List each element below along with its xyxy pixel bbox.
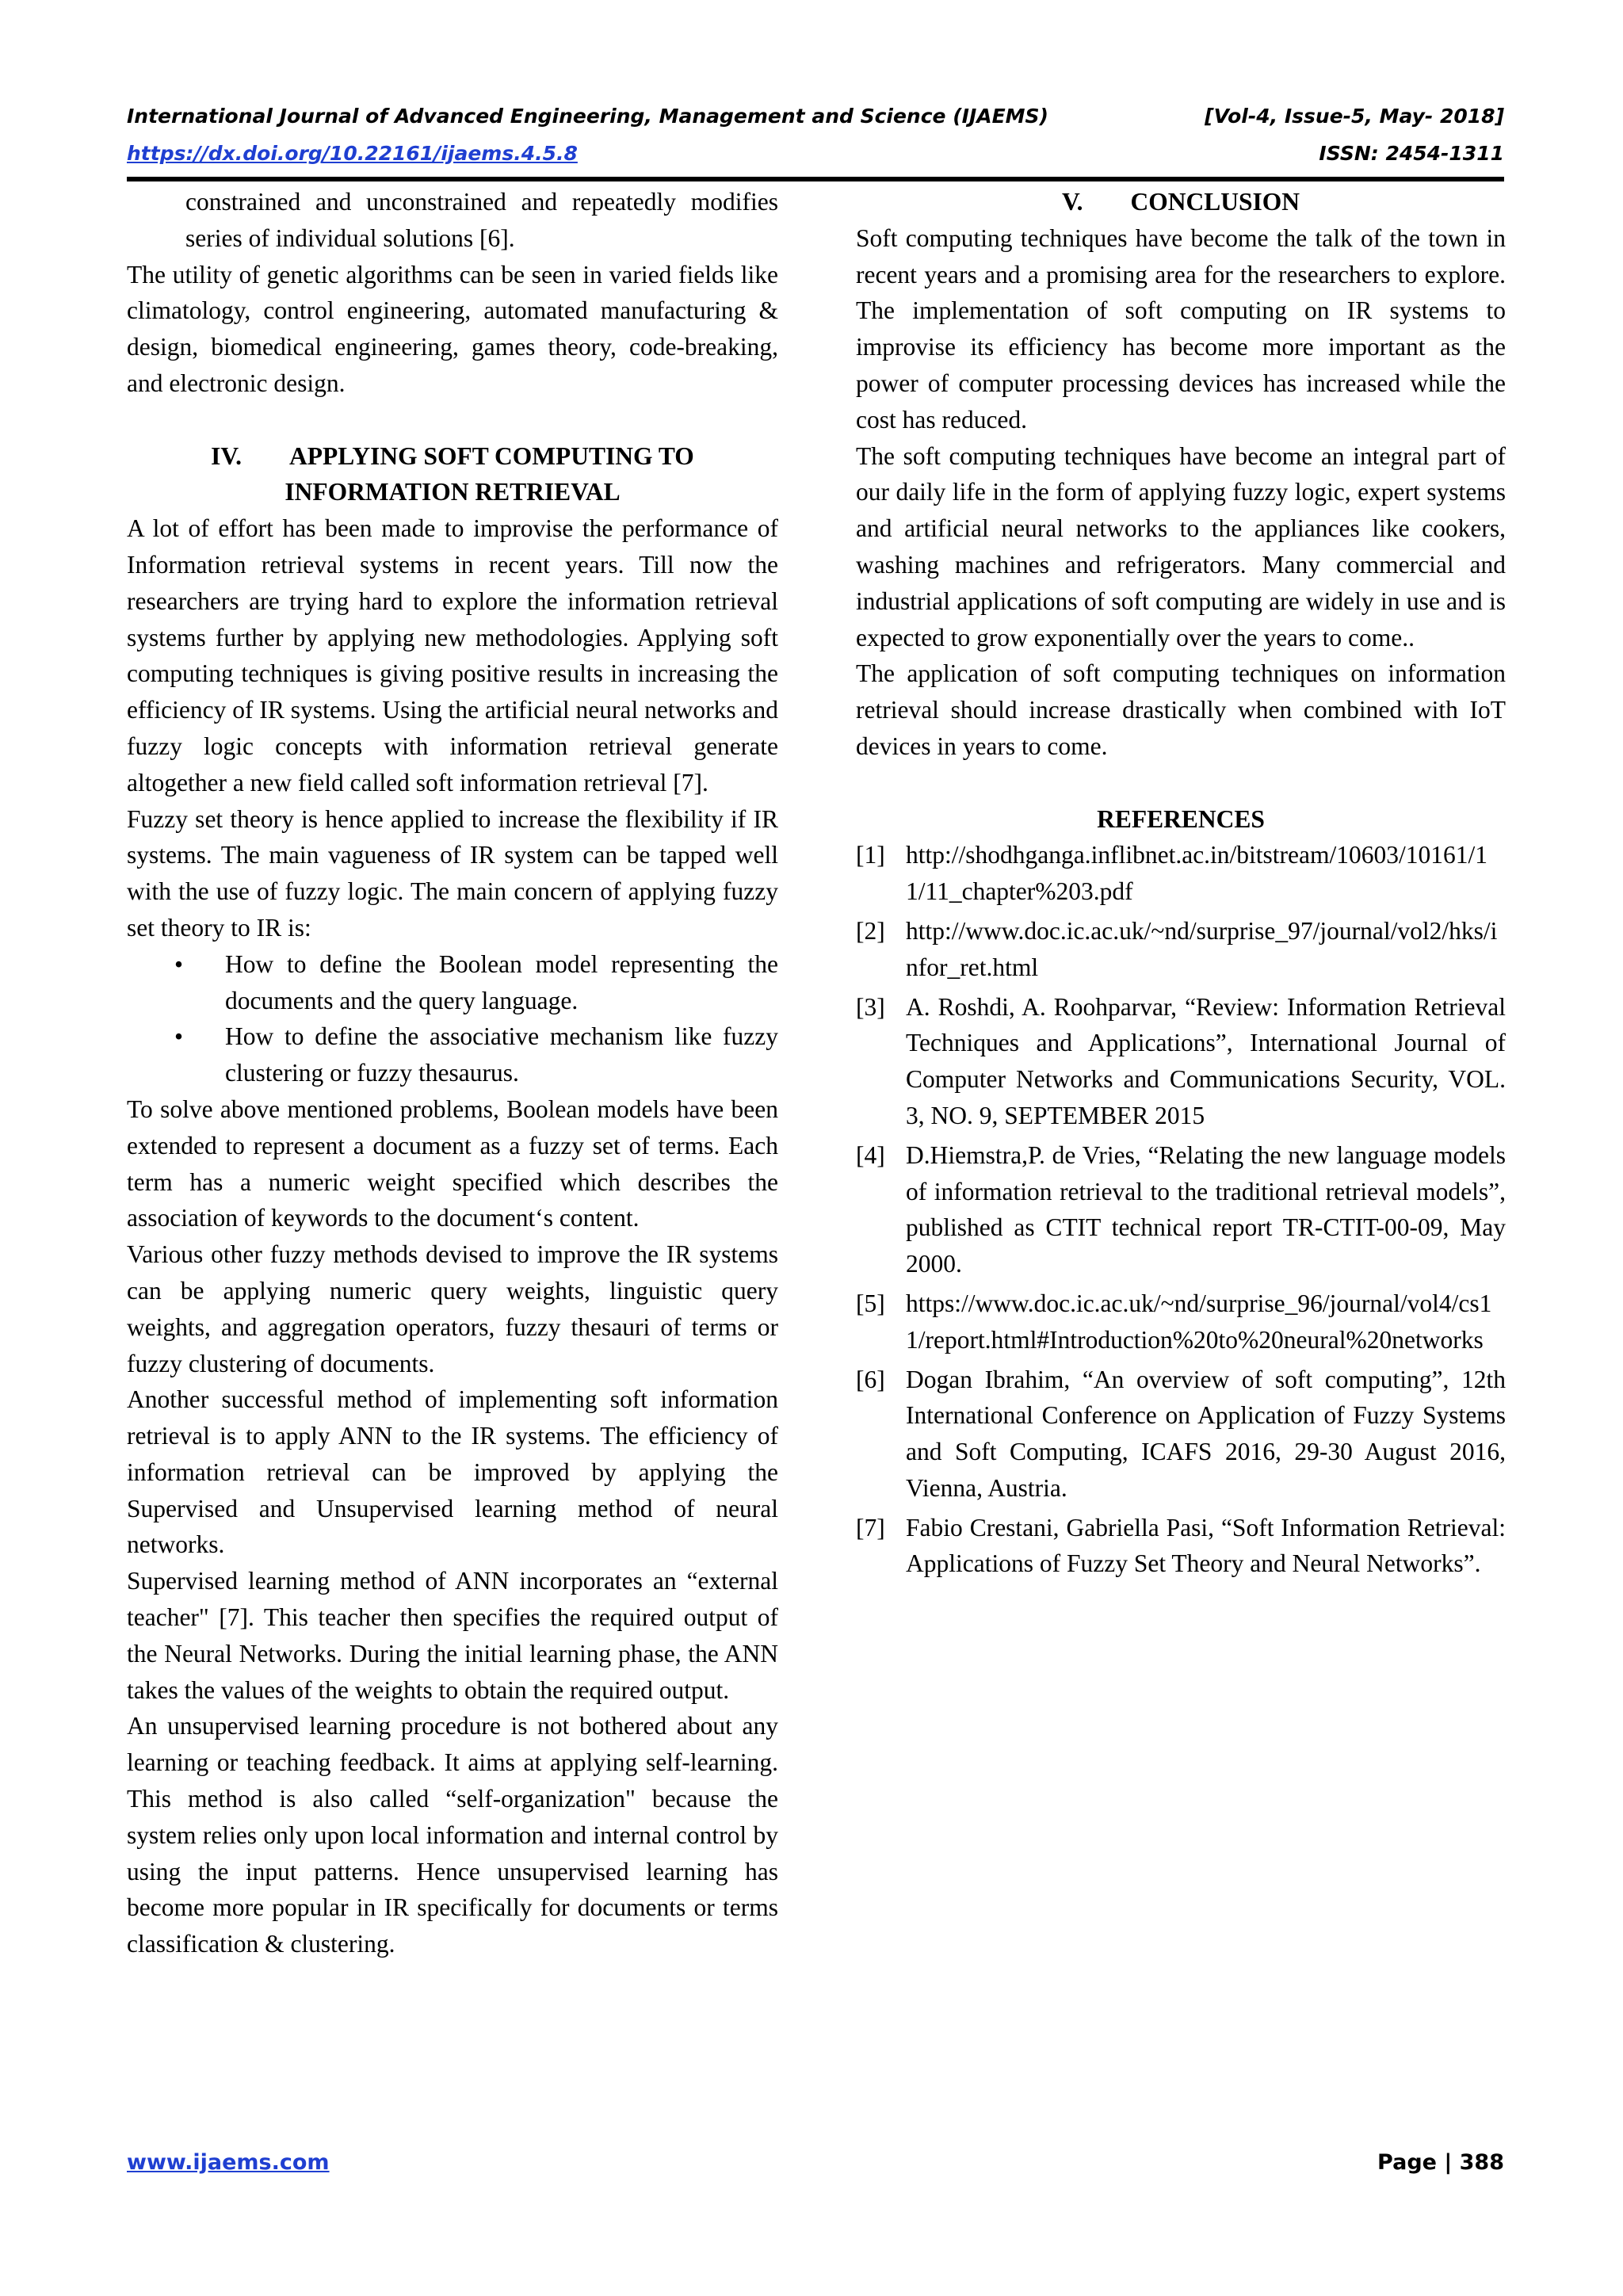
volume-issue: [Vol-4, Issue-5, May- 2018] [1205,105,1504,128]
issn: ISSN: 2454-1311 [1319,142,1504,165]
paragraph-effort: A lot of effort has been made to improvise the performance of Information retrieval systems in recent years. Till now the researchers are trying hard to explore the information retrieval systems further by applying new methodologies. Applying soft computing techniques is giving positive results in increasing the efficiency of IR systems. Using the artificial neural networks and fuzzy logic concepts with information retrieval generate altogether a new field called soft information retrieval [7]. [127,514,778,797]
running-header-doi [127,137,1504,170]
journal-title: International Journal of Advanced Engineering, Management and Science (IJAEMS) [127,105,1048,128]
bullet-icon: • [174,949,184,978]
section-4-number: IV. [211,441,242,470]
website-link[interactable]: www.ijaems.com [127,2150,330,2175]
paragraph-solve: To solve above mentioned problems, Boolean models have been extended to represent a document as a fuzzy set of terms. Each term has a numeric weight specified which describes the association of keywords to the document‘s content. [127,1095,778,1232]
section-4-title-line1: APPLYING SOFT COMPUTING TO [289,441,694,470]
list-item [127,1018,778,1091]
reference-text: Dogan Ibrahim, “An overview of soft computing”, 12th International Conference on Application of Fuzzy Systems and Soft Computing, ICAFS 2016, 29-30 August 2016, Vienna, Austria. [906,1365,1506,1502]
list-item [127,946,778,1019]
header-rule [127,177,1504,181]
page-number: Page | 388 [1377,2150,1504,2175]
reference-item [856,1137,1506,1282]
reference-number: [7] [856,1513,885,1541]
continued-list-item: constrained and unconstrained and repeatedly modifies series of individual solutions [6]. [185,188,778,252]
reference-item [856,913,1506,986]
reference-number: [4] [856,1140,885,1169]
paragraph-various: Various other fuzzy methods devised to improve the IR systems can be applying numeric query weights, linguistic query weights, and aggregation operators, fuzzy thesauri of terms or fuzzy clustering of documents. [127,1240,778,1377]
paragraph-integral: The soft computing techniques have become an integral part of our daily life in the form of applying fuzzy logic, expert systems and artificial neural networks to the appliances like cookers, washing machines and refrigerators. Many commercial and industrial applications of soft computing are widely in use and is expected to grow exponentially over the years to come.. [856,441,1506,651]
left-column [127,184,778,1962]
reference-text: A. Roshdi, A. Roohparvar, “Review: Information Retrieval Techniques and Applications”, International Journal of Computer Networks and Communications Security, VOL. 3, NO. 9, SEPTEMBER 2015 [906,992,1506,1129]
reference-link[interactable]: http://shodhganga.inflibnet.ac.in/bitstream/10603/10161/11/11_chapter%203.pdf [906,841,1488,906]
bullet-icon: • [174,1022,184,1051]
reference-number: [2] [856,916,885,945]
bullet-list [127,946,778,1091]
reference-item [856,1510,1506,1583]
section-5-title: CONCLUSION [1130,188,1300,216]
reference-link[interactable]: https://www.doc.ic.ac.uk/~nd/surprise_96/journal/vol4/cs11/report.html#Introduction%20to%20neural%20networks [906,1289,1492,1354]
reference-item [856,1286,1506,1358]
reference-number: [3] [856,992,885,1021]
doi-link[interactable]: https://dx.doi.org/10.22161/ijaems.4.5.8 [127,142,578,165]
reference-text: D.Hiemstra,P. de Vries, “Relating the new language models of information retrieval to the traditional retrieval models”, published as CTIT technical report TR-CTIT-00-09, May 2000. [906,1140,1506,1278]
reference-item [856,989,1506,1134]
page-footer [127,2150,1504,2175]
reference-item [856,837,1506,910]
section-4-title-line2: INFORMATION RETRIEVAL [285,478,621,506]
paragraph-application: The application of soft computing techniques on information retrieval should increase drastically when combined with IoT devices in years to come. [856,659,1506,760]
references-heading: REFERENCES [1097,804,1265,833]
running-header [127,100,1504,133]
paragraph-unsupervised: An unsupervised learning procedure is not bothered about any learning or teaching feedback. It aims at applying self-learning. This method is also called “self-organization" because the system relies only upon local information and internal control by using the input patterns. Hence unsupervised learning has become more popular in IR specifically for documents or terms classification & clustering. [127,1712,778,1958]
paragraph-supervised: Supervised learning method of ANN incorporates an “external teacher" [7]. This teacher then specifies the required output of the Neural Networks. During the initial learning phase, the ANN takes the values of the weights to obtain the required output. [127,1567,778,1704]
reference-number: [5] [856,1289,885,1317]
reference-text: Fabio Crestani, Gabriella Pasi, “Soft Information Retrieval: Applications of Fuzzy Set Theory and Neural Networks”. [906,1513,1506,1578]
section-5-number: V. [1061,188,1083,216]
paragraph-fuzzy-set: Fuzzy set theory is hence applied to increase the flexibility if IR systems. The main vagueness of IR system can be tapped well with the use of fuzzy logic. The main concern of applying fuzzy set theory to IR is: [127,804,778,942]
reference-link[interactable]: http://www.doc.ic.ac.uk/~nd/surprise_97/journal/vol2/hks/infor_ret.html [906,916,1498,981]
right-column [856,184,1506,1585]
section-4-heading [127,438,778,511]
list-item-text: How to define the associative mechanism like fuzzy clustering or fuzzy thesaurus. [225,1022,778,1087]
reference-list [856,837,1506,1582]
paragraph-genetic-algorithms: The utility of genetic algorithms can be seen in varied fields like climatology, control engineering, automated manufacturing & design, biomedical engineering, games theory, code-breaking, and electronic design. [127,260,778,397]
list-item-text: How to define the Boolean model representing the documents and the query language. [225,949,778,1014]
reference-number: [1] [856,841,885,869]
reference-number: [6] [856,1365,885,1393]
reference-item [856,1362,1506,1507]
paragraph-another: Another successful method of implementing soft information retrieval is to apply ANN to the IR systems. The efficiency of information retrieval can be improved by applying the Supervised and Unsupervised learning method of neural networks. [127,1385,778,1559]
paragraph-soft-computing: Soft computing techniques have become the talk of the town in recent years and a promising area for the researchers to explore. The implementation of soft computing on IR systems to improvise its efficiency has become more important as the power of computer processing devices has increased while the cost has reduced. [856,223,1506,434]
section-5-heading [856,184,1506,220]
